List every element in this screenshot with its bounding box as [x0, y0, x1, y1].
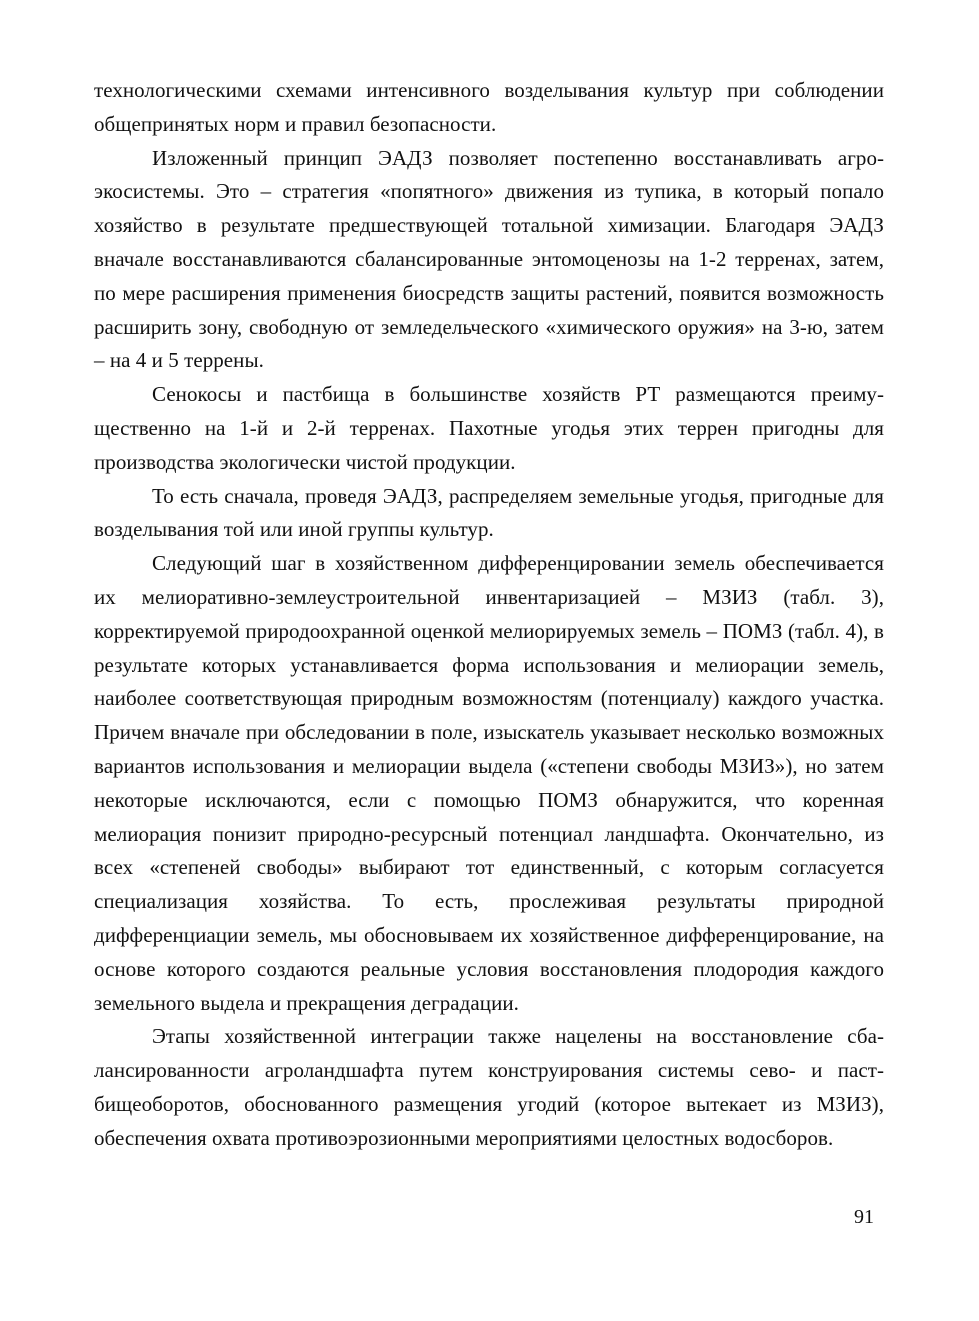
paragraph-eadz-principle: Изложенный принцип ЭАДЗ позволяет постепенно восстанавливать агроэкосистемы. Это – стратегия «попятного» движения из тупика, в который попало хозяйство в результате предшествующей тотальной химизации. Благодаря ЭАДЗ вначале восстанавливаются сбалансированные энтомоценозы на 1-2 терренах, затем, по мере расширения применения биосредств защиты растений, появится возможность расширить зону, свободную от земледельческого «химического оружия» на 3-ю, затем – на 4 и 5 террены.	[94, 145, 884, 373]
paragraph-mziz-pomz: Следующий шаг в хозяйственном дифференцировании земель обеспечивается их мелиоративно-землеустроительной инвентаризацией – МЗИЗ (табл. 3), корректируемой природоохранной оценкой мелиорируемых земель – ПОМЗ (табл. 4), в результате которых устанавливается форма использования и мелиорации земель, наиболее соответствующая природным возможностям (потенциалу) каждого участка. Причем вначале при обследовании в поле, изыскатель указывает несколько возможных вариантов использования и мелиорации выдела («степени свободы МЗИЗ»), но затем некоторые исключаются, если с помощью ПОМЗ обнаружится, что коренная мелиорация понизит природно-ресурсный потенциал ландшафта. Окончательно, из всех «степеней свободы» выбирают тот единственный, с которым согласуется специализация хозяйства. То есть, прослеживая результаты природной дифференциации земель, мы обосновываем их хозяйственное дифференцирование, на основе которого создаются реальные условия восстановления плодородия каждого земельного выдела и прекращения деградации.	[94, 551, 884, 1015]
body-text	[94, 74, 884, 1156]
paragraph-hayfields-pastures: Сенокосы и пастбища в большинстве хозяйств РТ размещаются преимущественно на 1-й и 2-й терренах. Пахотные угодья этих террен пригодны для производства экологически чистой продукции.	[94, 382, 884, 474]
paragraph-continuation: технологическими схемами интенсивного возделывания культур при соблюдении общепринятых норм и правил безопасности.	[94, 78, 884, 136]
paragraph-land-allocation: То есть сначала, проведя ЭАДЗ, распределяем земельные угодья, пригодные для возделывания той или иной группы культур.	[94, 483, 884, 542]
paragraph-economic-integration: Этапы хозяйственной интеграции также нацелены на восстановление сбалансированности агроландшафта путем конструирования системы сево- и пастбищеоборотов, обоснованного размещения угодий (которое вытекает из МЗИЗ), обеспечения охвата противоэрозионными мероприятиями целостных водосборов.	[94, 1024, 884, 1150]
page-number: 91	[854, 1206, 874, 1228]
